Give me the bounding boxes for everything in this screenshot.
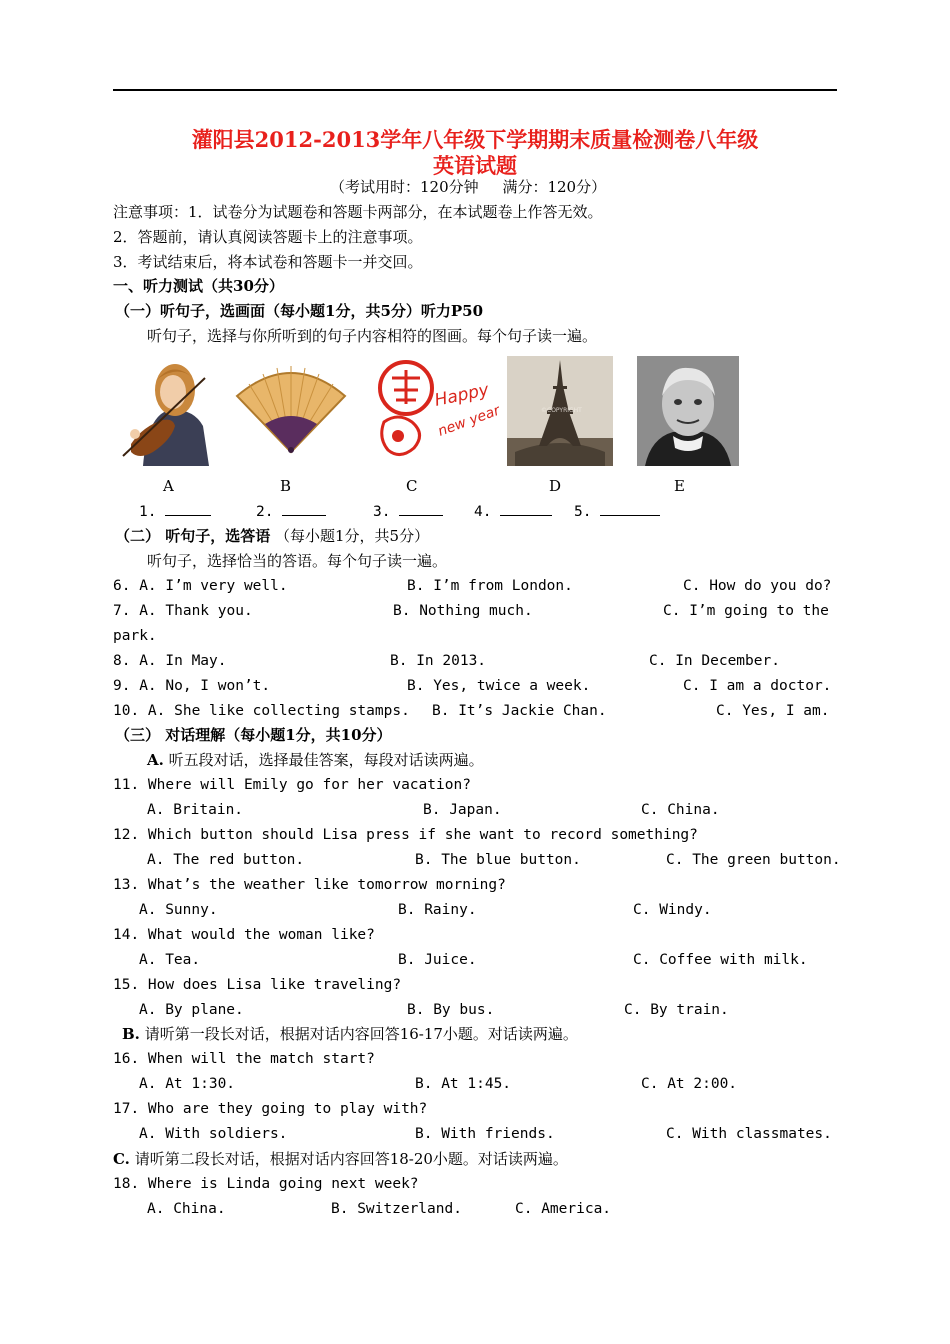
q13-option-b: B. Rainy. — [398, 902, 477, 918]
picture-label-b: B — [280, 477, 292, 495]
part1-heading: （一）听句子，选画面（每小题1分，共5分）听力P50 — [115, 302, 484, 320]
q18-option-b: B. Switzerland. — [331, 1201, 462, 1217]
q8-option-a: 8. A. In May. — [113, 653, 227, 669]
picture-label-d: D — [549, 477, 562, 495]
q11-option-b: B. Japan. — [423, 802, 502, 818]
answer-blank-4[interactable]: 4. — [474, 501, 552, 522]
q13-option-c: C. Windy. — [633, 902, 712, 918]
q11-option-c: C. China. — [641, 802, 720, 818]
new-year-text: new year — [435, 402, 503, 440]
q17-option-b: B. With friends. — [415, 1126, 555, 1142]
man-portrait-picture — [637, 356, 739, 466]
sub-b-instruction: B. 请听第一段长对话，根据对话内容回答16-17小题。对话读两遍。 — [122, 1025, 578, 1043]
q7-option-a: 7. A. Thank you. — [113, 603, 253, 619]
q6-option-b: B. I’m from London. — [407, 578, 573, 594]
eiffel-tower-picture — [507, 356, 613, 466]
q7-option-c-cont: park. — [113, 628, 157, 644]
sub-c-instruction: C. 请听第二段长对话，根据对话内容回答18-20小题。对话读两遍。 — [113, 1150, 568, 1168]
q6-option-a: 6. A. I’m very well. — [113, 578, 288, 594]
q14-stem: 14. What would the woman like? — [113, 927, 375, 943]
happy-new-year-paper-cut-picture — [374, 356, 503, 466]
q18-stem: 18. Where is Linda going next week? — [113, 1176, 419, 1192]
part1-instruction: 听句子，选择与你所听到的句子内容相符的图画。每个句子读一遍。 — [147, 327, 598, 345]
q17-stem: 17. Who are they going to play with? — [113, 1101, 428, 1117]
q18-option-a: A. China. — [147, 1201, 226, 1217]
q9-option-a: 9. A. No, I won’t. — [113, 678, 271, 694]
exam-subtitle: 英语试题 — [433, 153, 517, 178]
q11-option-a: A. Britain. — [147, 802, 244, 818]
q15-option-a: A. By plane. — [139, 1002, 244, 1018]
picture-label-c: C — [406, 477, 418, 495]
q18-option-c: C. America. — [515, 1201, 612, 1217]
q14-option-b: B. Juice. — [398, 952, 477, 968]
note-2: 2．答题前，请认真阅读答题卡上的注意事项。 — [113, 228, 423, 246]
q11-stem: 11. Where will Emily go for her vacation? — [113, 777, 471, 793]
q16-option-a: A. At 1:30. — [139, 1076, 236, 1092]
answer-blank-5[interactable]: 5. — [574, 501, 660, 522]
answer-blank-2[interactable]: 2. — [256, 501, 326, 522]
q17-option-c: C. With classmates. — [666, 1126, 832, 1142]
folding-fan-picture — [231, 356, 337, 466]
q16-option-c: C. At 2:00. — [641, 1076, 738, 1092]
header-rule — [113, 89, 837, 91]
q15-option-c: C. By train. — [624, 1002, 729, 1018]
q6-option-c: C. How do you do? — [683, 578, 832, 594]
q10-option-c: C. Yes, I am. — [716, 703, 830, 719]
part3-heading: （三） 对话理解（每小题1分，共10分） — [115, 726, 392, 744]
q8-option-c: C. In December. — [649, 653, 780, 669]
section-heading-listening: 一、听力测试（共30分） — [113, 277, 284, 295]
q13-stem: 13. What’s the weather like tomorrow morning? — [113, 877, 506, 893]
q8-option-b: B. In 2013. — [390, 653, 487, 669]
q7-option-b: B. Nothing much. — [393, 603, 533, 619]
q12-option-a: A. The red button. — [147, 852, 305, 868]
q14-option-c: C. Coffee with milk. — [633, 952, 808, 968]
q16-stem: 16. When will the match start? — [113, 1051, 375, 1067]
q9-option-b: B. Yes, twice a week. — [407, 678, 591, 694]
picture-label-e: E — [674, 477, 685, 495]
q12-stem: 12. Which button should Lisa press if she want to record something? — [113, 827, 698, 843]
q12-option-b: B. The blue button. — [415, 852, 581, 868]
note-3: 3．考试结束后，将本试卷和答题卡一并交回。 — [113, 253, 423, 271]
part2-instruction: 听句子，选择恰当的答语。每个句子读一遍。 — [147, 552, 448, 570]
q15-option-b: B. By bus. — [407, 1002, 495, 1018]
q16-option-b: B. At 1:45. — [415, 1076, 512, 1092]
q10-option-a: 10. A. She like collecting stamps. — [113, 703, 410, 719]
watermark-text: ©COPYRIGHT — [541, 407, 582, 414]
q15-stem: 15. How does Lisa like traveling? — [113, 977, 402, 993]
q10-option-b: B. It’s Jackie Chan. — [432, 703, 607, 719]
q9-option-c: C. I am a doctor. — [683, 678, 832, 694]
exam-title: 灌阳县2012-2013学年八年级下学期期末质量检测卷八年级 — [191, 127, 759, 152]
note-1: 注意事项：1．试卷分为试题卷和答题卡两部分，在本试题卷上作答无效。 — [113, 203, 603, 221]
q12-option-c: C. The green button. — [666, 852, 841, 868]
happy-text: Happy — [432, 379, 491, 411]
sub-a-instruction: A. 听五段对话，选择最佳答案，每段对话读两遍。 — [147, 751, 484, 769]
part2-heading: （二） 听句子，选答语 （每小题1分，共5分） — [115, 527, 430, 545]
picture-label-a: A — [163, 477, 174, 495]
answer-blank-3[interactable]: 3. — [373, 501, 443, 522]
q17-option-a: A. With soldiers. — [139, 1126, 288, 1142]
q13-option-a: A. Sunny. — [139, 902, 218, 918]
answer-blank-1[interactable]: 1. — [139, 501, 211, 522]
q7-option-c: C. I’m going to the — [663, 603, 829, 619]
violin-girl-picture — [113, 356, 219, 466]
exam-info: （考试用时：120分钟 满分：120分） — [330, 178, 607, 196]
q14-option-a: A. Tea. — [139, 952, 201, 968]
